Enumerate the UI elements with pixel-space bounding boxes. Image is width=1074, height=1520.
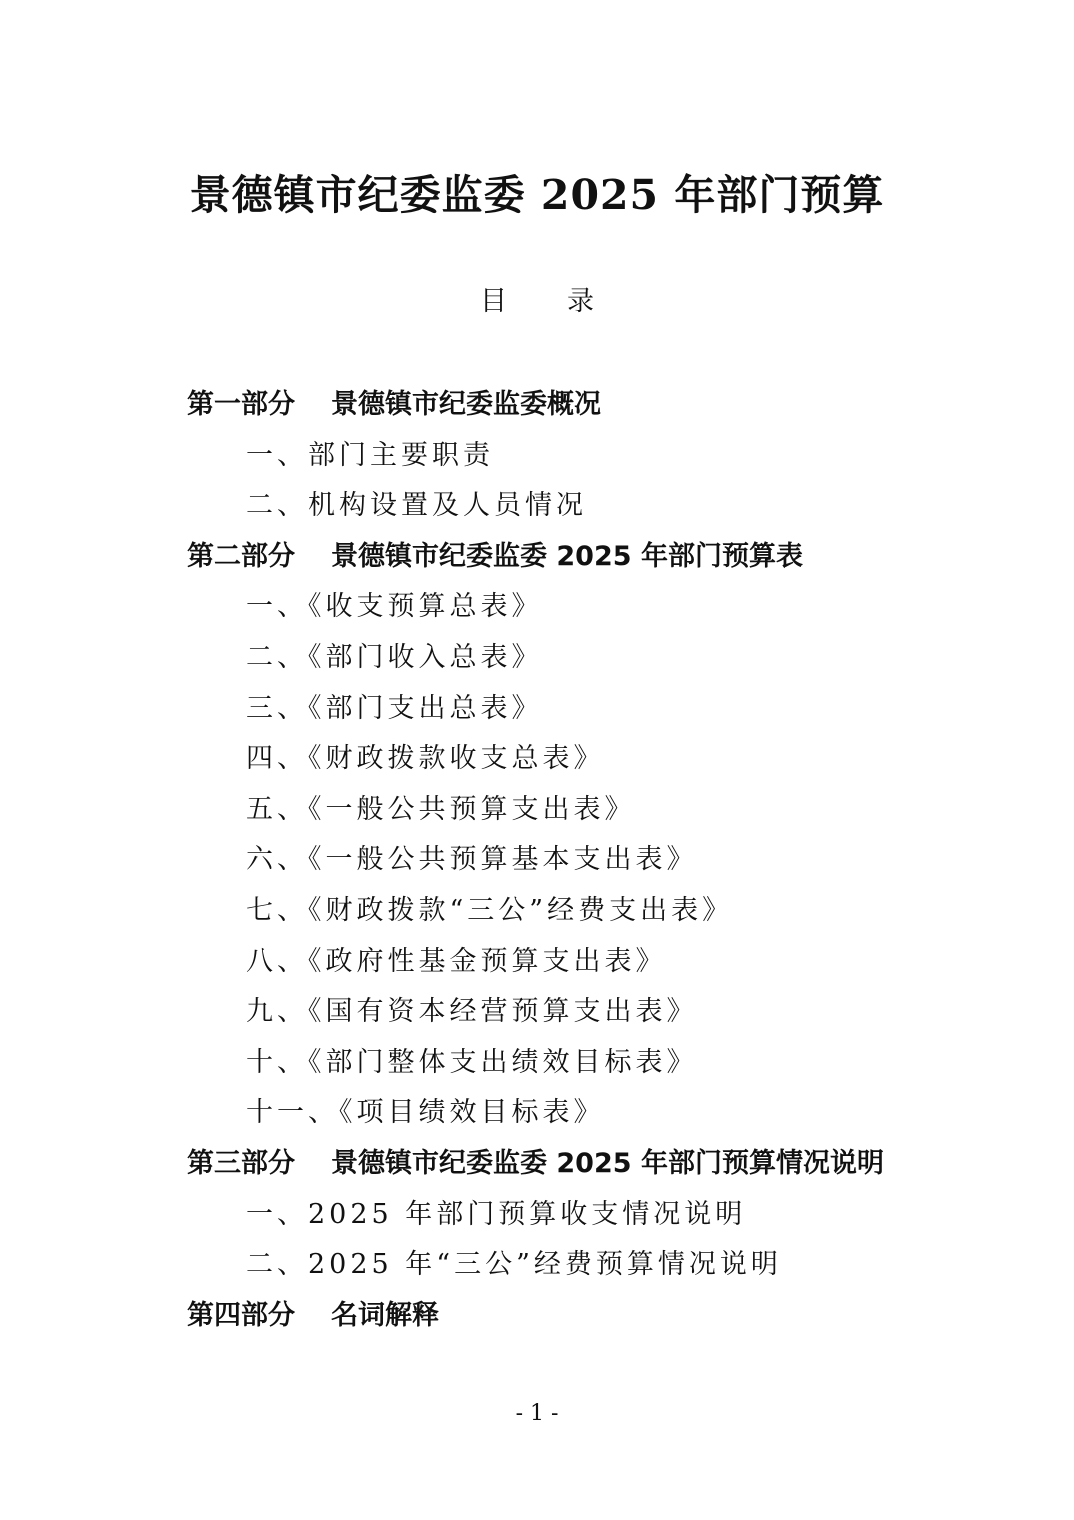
toc-item[interactable]: 十、《部门整体支出绩效目标表》 (246, 1046, 698, 1078)
toc-item[interactable]: 三、《部门支出总表》 (246, 692, 543, 724)
toc-part-1[interactable] (0, 380, 1074, 431)
toc-part-number: 第四部分 (187, 1299, 295, 1331)
toc-part-number: 第二部分 (187, 540, 295, 572)
toc-part-3[interactable] (0, 1139, 1074, 1190)
toc-part-title: 景德镇市纪委监委 2025 年部门预算表 (331, 540, 803, 572)
toc-heading-char-2: 录 (567, 286, 594, 317)
page-number: - 1 - (515, 1401, 559, 1426)
toc-item[interactable]: 七、《财政拨款“三公”经费支出表》 (246, 894, 734, 926)
toc-item[interactable]: 九、《国有资本经营预算支出表》 (246, 996, 698, 1028)
toc-item[interactable]: 一、部门主要职责 (246, 439, 494, 471)
toc-item[interactable]: 四、《财政拨款收支总表》 (246, 743, 605, 775)
table-of-contents (0, 380, 1074, 1341)
toc-item[interactable]: 八、《政府性基金预算支出表》 (246, 945, 667, 977)
toc-heading-char-1: 目 (480, 286, 507, 317)
toc-part-2[interactable] (0, 532, 1074, 583)
toc-item[interactable]: 十一、《项目绩效目标表》 (246, 1097, 605, 1129)
toc-part-4[interactable] (0, 1291, 1074, 1342)
toc-heading (0, 282, 1074, 322)
toc-item[interactable]: 一、2025 年部门预算收支情况说明 (246, 1198, 747, 1230)
document-title: 景德镇市纪委监委 2025 年部门预算 (189, 171, 885, 219)
toc-part-number: 第一部分 (187, 389, 295, 420)
toc-item[interactable]: 二、机构设置及人员情况 (246, 490, 587, 522)
toc-item[interactable]: 二、2025 年“三公”经费预算情况说明 (246, 1249, 782, 1281)
toc-part-title: 景德镇市纪委监委 2025 年部门预算情况说明 (331, 1147, 884, 1179)
toc-part-title: 景德镇市纪委监委概况 (331, 389, 601, 420)
toc-item[interactable]: 五、《一般公共预算支出表》 (246, 793, 636, 825)
toc-item[interactable]: 二、《部门收入总表》 (246, 641, 543, 673)
toc-part-title: 名词解释 (331, 1299, 439, 1331)
toc-item[interactable]: 一、《收支预算总表》 (246, 591, 543, 623)
toc-item[interactable]: 六、《一般公共预算基本支出表》 (246, 844, 698, 876)
toc-part-number: 第三部分 (187, 1147, 295, 1179)
